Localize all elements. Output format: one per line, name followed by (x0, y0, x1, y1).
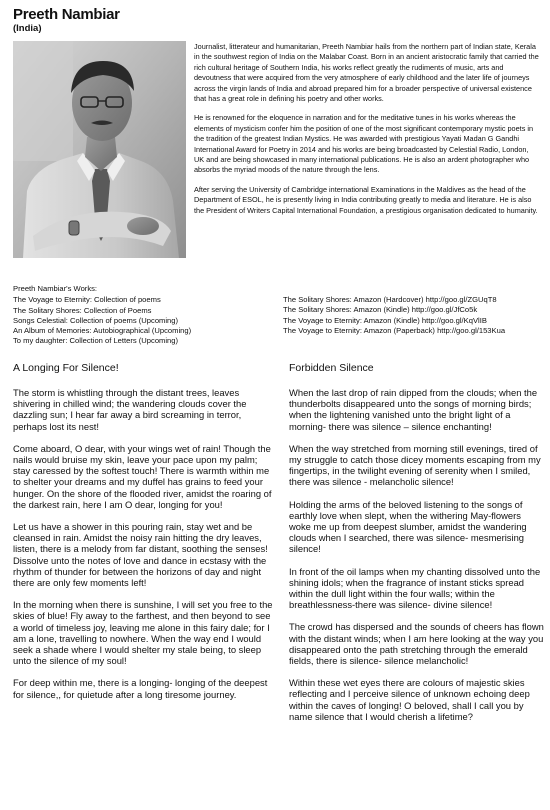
purchase-link[interactable]: The Solitary Shores: Amazon (Kindle) http://goo.gl/JfCo5k (283, 305, 478, 315)
portrait-illustration (13, 41, 186, 258)
works-item: The Solitary Shores: Collection of Poems (13, 305, 152, 315)
poem-title: Forbidden Silence (289, 362, 374, 374)
poem-stanza: Holding the arms of the beloved listening to the songs of earthly love when slept, when the withering May-flowers woke me up from deepest slumber, amidst the wandering clouds when I searched, there was silence- mesmerising silence! (289, 498, 527, 555)
poem-stanza: The crowd has dispersed and the sounds of cheers has flown with the distant winds; when I am here looking at the way you disappeared onto the path stretching through the emerald fields, there is silence- silence melancholic! (289, 621, 544, 667)
bio-paragraph: Journalist, litterateur and humanitarian, Preeth Nambiar hails from the northern part of Indian state, Kerala in the southwest region of India on the Malabar Coast. Born in an ancient aristocratic family that carried the rich cultural heritage of Southern India, his works reflect greatly the rudiments of music, arts and devoutness that were acquired from the very atmosphere of early childhood and the later life of journeys across the virgin lands of India and abroad prepared him for a broader perspective of universal existence that has a great role in defining his poetry and other works. (194, 42, 539, 104)
works-heading: Preeth Nambiar's Works: (13, 284, 98, 293)
bio-paragraph: He is renowned for the eloquence in narration and for the meditative tunes in his works whereas the elements of mysticism confer him the position of one of the most significant contemporary mystic poets in the tradition of the greatest Indian Mystics. He was awarded with prestigious Yayati Madan G Gandhi International Award for Poetry in 2014 and his works are being broadcasted by Celestial Radio, London, UK and are being showcased in many international publications. He is also an ardent photographer who absorbs the myriad moods of the nature through the lens. (194, 113, 534, 175)
works-item: An Album of Memories: Autobiographical (Upcoming) (13, 326, 192, 336)
poem-stanza: For deep within me, there is a longing- longing of the deepest for silence,, for quietude after a long tiresome journey. (13, 677, 268, 700)
poem-stanza: Come aboard, O dear, with your wings wet of rain! Though the nails would bruise my skin, leave your pace upon my palm; stay caressed by the softest touch! There is warmth within me to shelter your dreams and my duffel has grains to feed your hunger. On the shore of the flooded river, amidst the roaring of the darkest rain, here I am O dear, longing for you! (13, 442, 272, 510)
poem-stanza: In front of the oil lamps when my chanting dissolved unto the shining idols; when the fragrance of instant sticks spread within the dull light within the four walls; within the breathlessness-there was silence- divine silence! (289, 565, 541, 611)
purchase-links (283, 295, 545, 336)
purchase-link[interactable]: The Voyage to Eternity: Amazon (Paperback) http://goo.gl/153Kua (283, 325, 506, 335)
author-country: (India) (13, 23, 42, 34)
poem-title: A Longing For Silence! (13, 362, 119, 374)
works-list (13, 284, 275, 347)
purchase-link[interactable]: The Voyage to Eternity: Amazon (Kindle) http://goo.gl/KqVlIB (283, 315, 487, 325)
bio-paragraph: After serving the University of Cambridge international Examinations in the Maldives as the head of the Department of ESOL, he is presently living in India contributing greatly to media and literature. He is also the President of Writers Capital International Foundation, a prestigious organisation dedicated to humanity. (194, 184, 538, 215)
poem-stanza: In the morning when there is sunshine, I will set you free to the skies of blue! Fly away to the farthest, and then beyond to see a world of timeless joy, leaving me alone in this fairy dale; for I am a lone, travelling to nowhere. When the way end I would seek a shade where I would shelter my stale being, to sleep unto the silence of my soul! (13, 599, 273, 667)
purchase-link[interactable]: The Solitary Shores: Amazon (Hardcover) http://goo.gl/ZGUqT8 (283, 295, 497, 304)
poem-stanza: Within these wet eyes there are colours of majestic skies reflecting and I perceive silence of unknown echoing deep within the caves of longing! O beloved, shall I call you by name silence that I would cherish a lifetime? (289, 677, 530, 722)
works-item: Songs Celestial: Collection of poems (Upcoming) (13, 315, 179, 325)
author-photo (13, 41, 186, 258)
works-item: To my daughter: Collection of Letters (Upcoming) (13, 336, 179, 346)
poem-stanza: Let us have a shower in this pouring rain, stay wet and be cleansed in rain. Amidst the noisy rain hitting the dry leaves, listen, there is a melody from far distant, soothing the senses! Dissolve unto the notes of love and dance in ecstasy with the rhythm of thunder for between the horizons of day and night there are only few moments left! (13, 521, 268, 589)
works-item: The Voyage to Eternity: Collection of poems (13, 295, 161, 305)
author-name: Preeth Nambiar (13, 6, 120, 23)
poem-stanza: When the last drop of rain dipped from the clouds; when the thunderbolts disappeared unto the songs of morning birds; when the lightening vanished unto the bright light of a morning- there was silence – silence enchanting! (289, 387, 538, 432)
poem-a-longing-for-silence (13, 362, 275, 711)
poem-forbidden-silence (289, 362, 545, 733)
poem-stanza: When the way stretched from morning still evenings, tired of my struggle to catch those dicey moments escaping from my fingertips, in the twilight evening of serenity when I smiled, there was silence - melancholic silence! (289, 442, 541, 488)
author-biography (194, 42, 540, 225)
poem-stanza: The storm is whistling through the distant trees, leaves shivering in chilled wind; the wandering clouds cover the dazzling sun; I hear far away a bird screaming in terror, perhaps lost its nest! (13, 387, 247, 432)
